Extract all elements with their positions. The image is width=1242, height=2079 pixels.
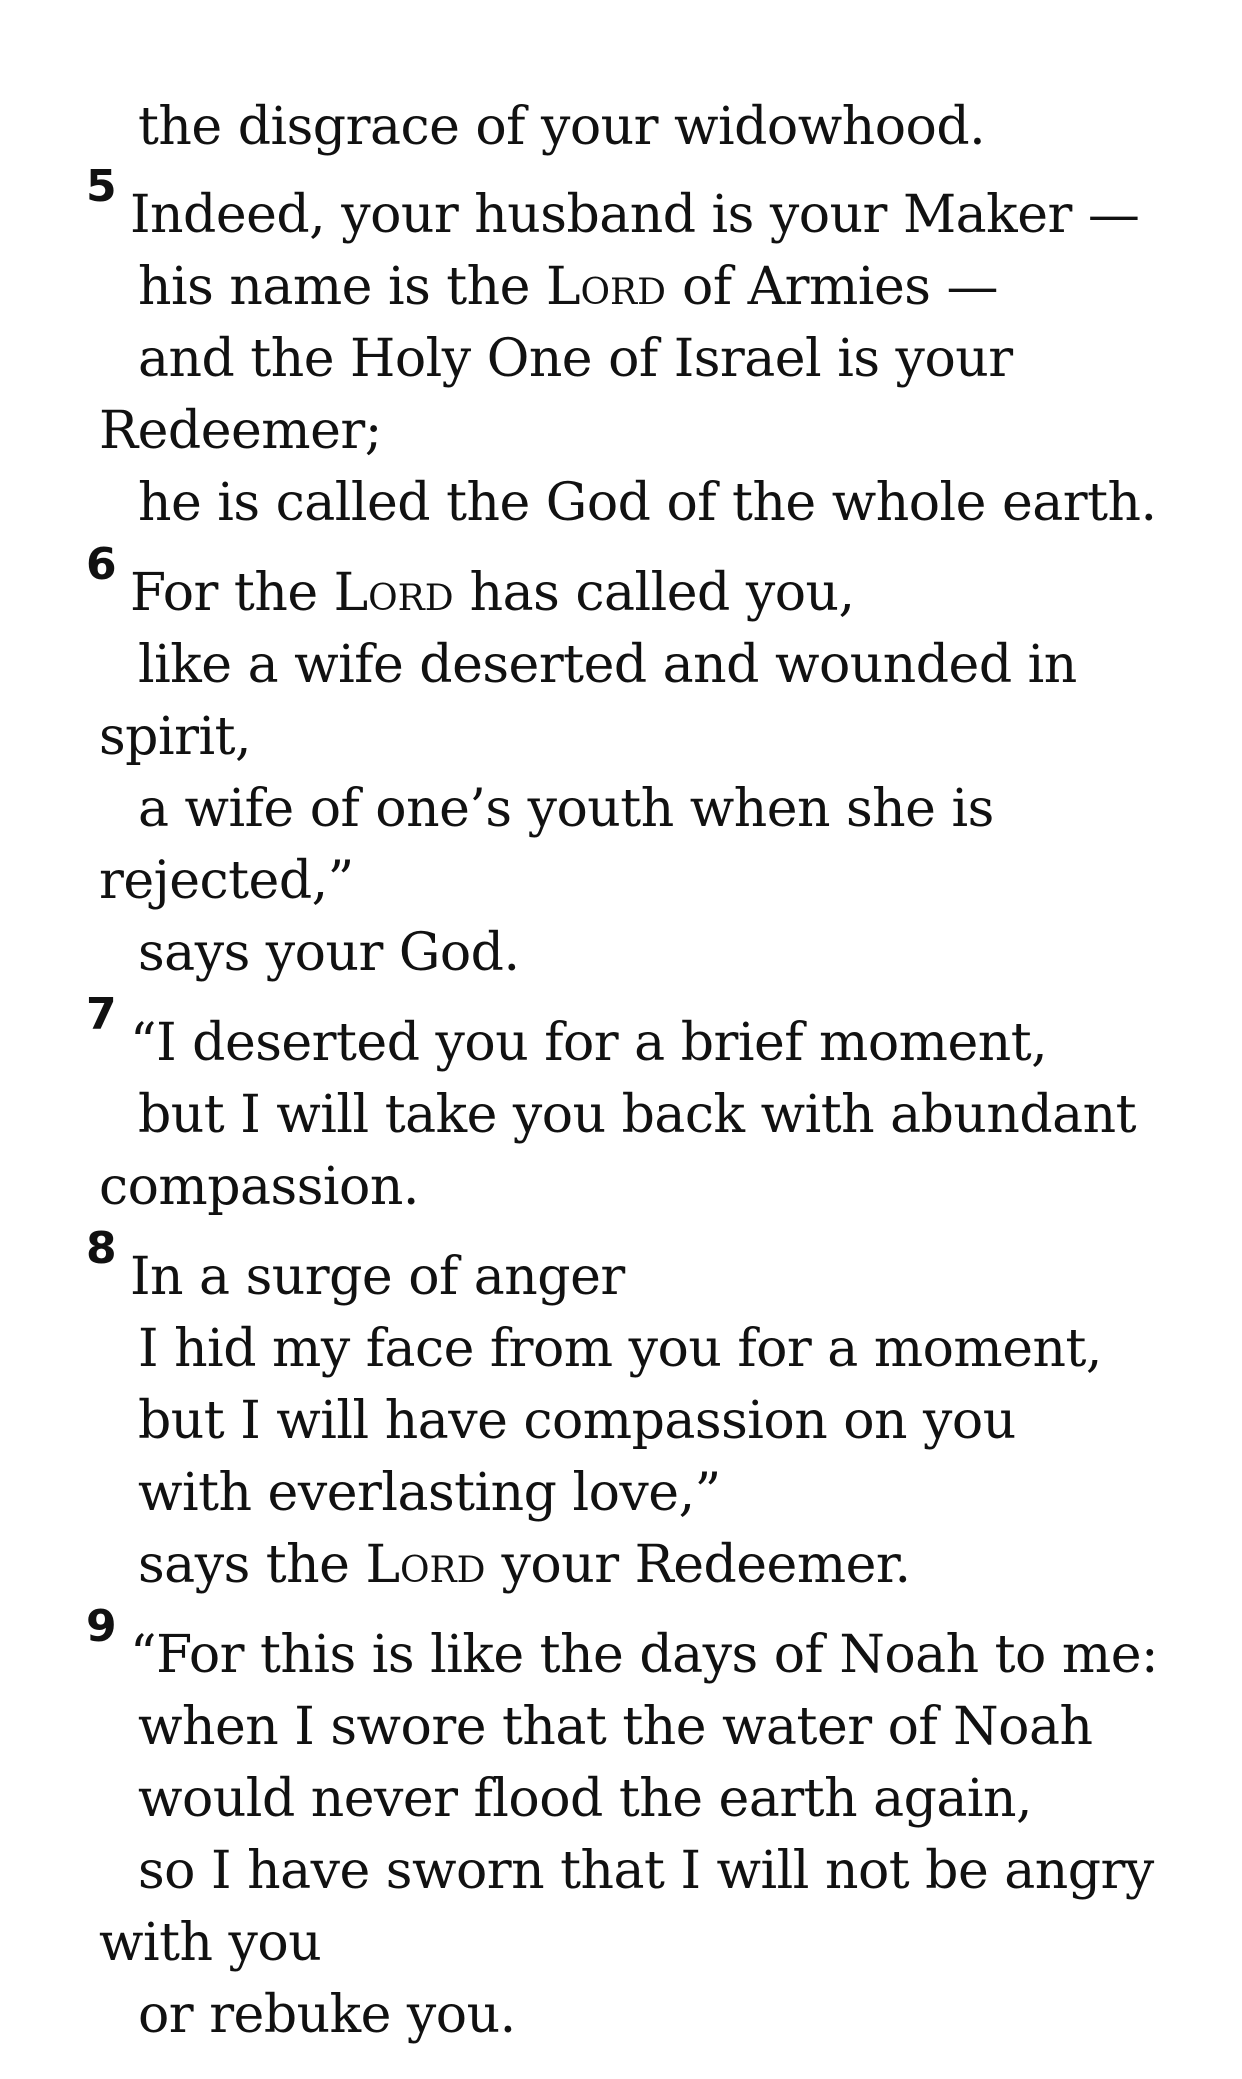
verse-5-line-5: he is called the God of the whole earth. [138, 473, 1157, 533]
verse-8-line-3: but I will have compassion on you [138, 1391, 1016, 1451]
verse-9-line-2: when I swore that the water of Noah [138, 1697, 1093, 1757]
verse-7-line-3: compassion. [99, 1157, 419, 1217]
verse-9-line-5: with you [99, 1913, 322, 1973]
lord-small-caps: Lord [545, 257, 666, 317]
verse-8-line-4: with everlasting love,” [138, 1463, 721, 1523]
verse-8-line-5-text-c: your Redeemer. [485, 1535, 911, 1595]
verse-5-line-4: Redeemer; [99, 401, 382, 461]
verse-number-9: 9 [86, 1601, 117, 1652]
lord-small-caps: Lord [333, 563, 454, 623]
verse-number-6: 6 [86, 539, 117, 590]
verse-number-8: 8 [86, 1223, 117, 1274]
verse-5-line-2-text-a: his name is the [138, 257, 546, 317]
verse-6-line-1-text-c: has called you, [453, 563, 855, 623]
verse-5-line-1: Indeed, your husband is your Maker — [130, 185, 1140, 245]
lord-small-caps: Lord [365, 1535, 486, 1595]
verse-9-line-6: or rebuke you. [138, 1985, 516, 2045]
verse-6-line-2: like a wife deserted and wounded in [138, 635, 1077, 695]
verse-6-line-3: spirit, [99, 707, 252, 767]
verse-8-line-5 [138, 1535, 911, 1595]
verse-5-line-2-text-c: of Armies — [666, 257, 998, 317]
verse-5-line-3: and the Holy One of Israel is your [138, 329, 1013, 389]
verse-6-line-4: a wife of one’s youth when she is [138, 779, 994, 839]
verse-8-line-2: I hid my face from you for a moment, [138, 1319, 1102, 1379]
verse-7-line-1: “I deserted you for a brief moment, [130, 1013, 1048, 1073]
verse-7-line-2: but I will take you back with abundant [138, 1085, 1137, 1145]
verse-5-line-2 [138, 257, 998, 317]
verse-9-line-1: “For this is like the days of Noah to me: [130, 1625, 1158, 1685]
verse-4-tail-line: the disgrace of your widowhood. [138, 97, 986, 157]
verse-8-line-5-text-a: says the [138, 1535, 366, 1595]
verse-number-7: 7 [86, 989, 117, 1040]
verse-9-line-3: would never flood the earth again, [138, 1769, 1033, 1829]
verse-6-line-5: rejected,” [99, 851, 354, 911]
verse-6-line-6: says your God. [138, 923, 520, 983]
verse-8-line-1: In a surge of anger [130, 1247, 625, 1307]
verse-6-line-1-text-a: For the [130, 563, 334, 623]
verse-9-line-4: so I have sworn that I will not be angry [138, 1841, 1154, 1901]
verse-number-5: 5 [86, 161, 117, 212]
verse-6-line-1 [130, 563, 855, 623]
